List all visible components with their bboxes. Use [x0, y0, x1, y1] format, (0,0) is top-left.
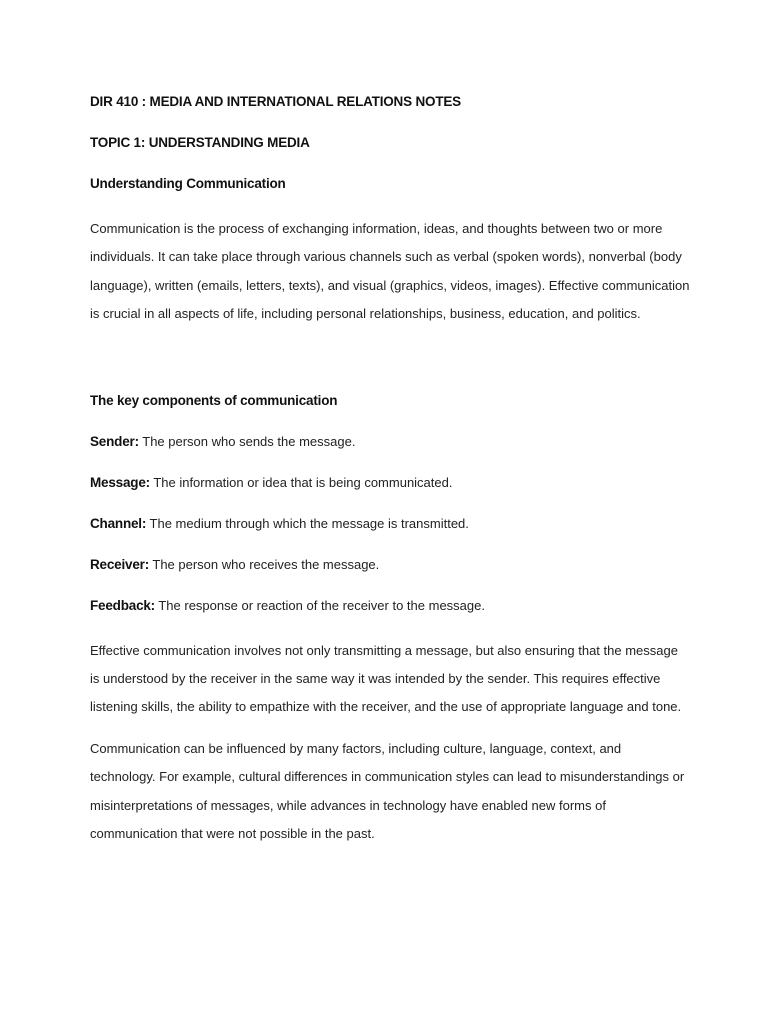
- component-item-feedback: [90, 596, 690, 616]
- section-heading: Understanding Communication: [90, 176, 286, 191]
- document-content: [90, 92, 690, 861]
- effective-communication-paragraph: Effective communication involves not only transmitting a message, but also ensuring that the message is understood by the receiver in the same way it was intended by the sender. This requires effective listening skills, the ability to empathize with the receiver, and the use of appropriate language and tone.: [90, 642, 682, 715]
- component-item-channel: [90, 514, 690, 534]
- component-definition: The information or idea that is being communicated.: [149, 474, 453, 490]
- document-title: DIR 410 : MEDIA AND INTERNATIONAL RELATIONS NOTES: [90, 94, 461, 109]
- component-definition: The person who sends the message.: [138, 433, 356, 449]
- component-definition: The person who receives the message.: [149, 556, 380, 572]
- component-definition: The response or reaction of the receiver to the message.: [154, 597, 485, 613]
- component-definition: The medium through which the message is transmitted.: [146, 515, 469, 531]
- component-item-receiver: [90, 555, 690, 575]
- component-term: Receiver:: [90, 556, 149, 572]
- influences-paragraph: Communication can be influenced by many factors, including culture, language, context, and technology. For example, cultural differences in communication styles can lead to misunderstandings or misinterpretations of messages, while advances in technology have enabled new forms of communication that were not possible in the past.: [90, 740, 685, 842]
- components-heading: The key components of communication: [90, 392, 338, 408]
- component-term: Feedback:: [90, 597, 155, 613]
- component-item-sender: [90, 432, 690, 452]
- component-item-message: [90, 473, 690, 493]
- component-term: Channel:: [90, 515, 147, 531]
- topic-heading: TOPIC 1: UNDERSTANDING MEDIA: [90, 135, 310, 150]
- intro-paragraph: Communication is the process of exchanging information, ideas, and thoughts between two or more individuals. It can take place through various channels such as verbal (spoken words), nonverbal (body language), written (emails, letters, texts), and visual (graphics, videos, images). Effective communication is crucial in all aspects of life, including personal relationships, business, education, and politics.: [90, 221, 690, 322]
- component-term: Message:: [90, 474, 150, 490]
- component-term: Sender:: [90, 433, 139, 449]
